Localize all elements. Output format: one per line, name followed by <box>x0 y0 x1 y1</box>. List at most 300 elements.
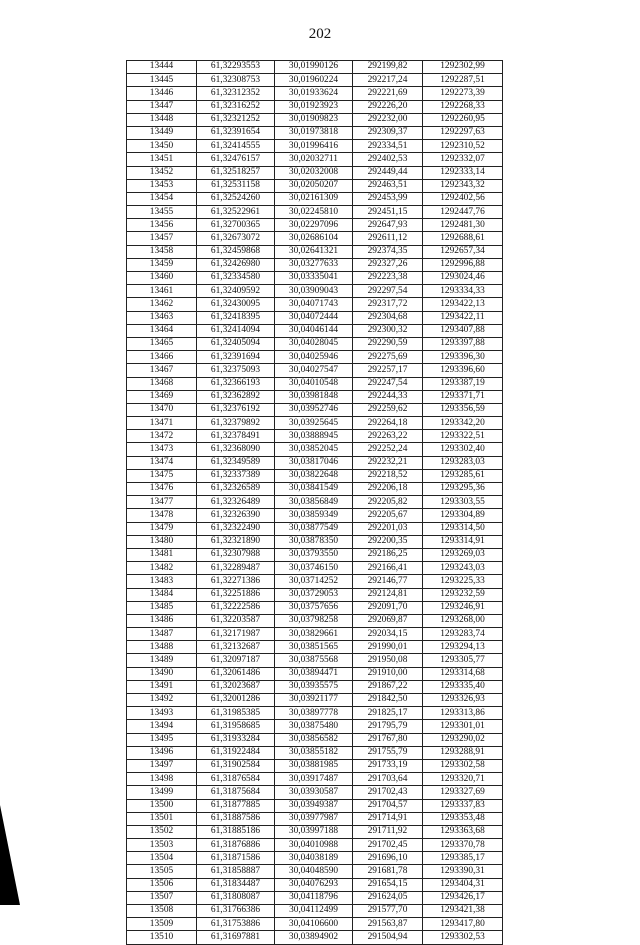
point-number-cell: 13469 <box>127 390 197 403</box>
longitude-cell: 30,04076293 <box>275 878 353 891</box>
x-coordinate-cell: 292232,00 <box>353 113 423 126</box>
latitude-cell: 61,31808087 <box>197 891 275 904</box>
x-coordinate-cell: 292297,54 <box>353 285 423 298</box>
longitude-cell: 30,01990126 <box>275 61 353 74</box>
latitude-cell: 61,32379892 <box>197 417 275 430</box>
x-coordinate-cell: 292449,44 <box>353 166 423 179</box>
latitude-cell: 61,32476157 <box>197 153 275 166</box>
longitude-cell: 30,03981848 <box>275 390 353 403</box>
y-coordinate-cell: 1293327,69 <box>423 786 503 799</box>
longitude-cell: 30,03897778 <box>275 707 353 720</box>
point-number-cell: 13479 <box>127 522 197 535</box>
table-row <box>127 126 503 139</box>
point-number-cell: 13484 <box>127 588 197 601</box>
y-coordinate-cell: 1293290,02 <box>423 733 503 746</box>
longitude-cell: 30,03729053 <box>275 588 353 601</box>
longitude-cell: 30,03746150 <box>275 562 353 575</box>
table-row <box>127 746 503 759</box>
y-coordinate-cell: 1293283,74 <box>423 628 503 641</box>
point-number-cell: 13508 <box>127 905 197 918</box>
table-row <box>127 654 503 667</box>
point-number-cell: 13485 <box>127 601 197 614</box>
y-coordinate-cell: 1293353,48 <box>423 812 503 825</box>
longitude-cell: 30,04071743 <box>275 298 353 311</box>
point-number-cell: 13509 <box>127 918 197 931</box>
x-coordinate-cell: 291654,15 <box>353 878 423 891</box>
x-coordinate-cell: 292124,81 <box>353 588 423 601</box>
table-row <box>127 535 503 548</box>
y-coordinate-cell: 1293326,93 <box>423 694 503 707</box>
x-coordinate-cell: 292244,33 <box>353 390 423 403</box>
point-number-cell: 13466 <box>127 351 197 364</box>
point-number-cell: 13457 <box>127 232 197 245</box>
point-number-cell: 13470 <box>127 403 197 416</box>
table-row <box>127 351 503 364</box>
point-number-cell: 13488 <box>127 641 197 654</box>
longitude-cell: 30,03925645 <box>275 417 353 430</box>
table-row <box>127 588 503 601</box>
y-coordinate-cell: 1293269,03 <box>423 548 503 561</box>
x-coordinate-cell: 291910,00 <box>353 667 423 680</box>
table-row <box>127 258 503 271</box>
table-row <box>127 839 503 852</box>
x-coordinate-cell: 291950,08 <box>353 654 423 667</box>
longitude-cell: 30,03888945 <box>275 430 353 443</box>
point-number-cell: 13452 <box>127 166 197 179</box>
x-coordinate-cell: 291867,22 <box>353 680 423 693</box>
x-coordinate-cell: 291702,45 <box>353 839 423 852</box>
table-row <box>127 733 503 746</box>
table-row <box>127 272 503 285</box>
x-coordinate-cell: 291714,91 <box>353 812 423 825</box>
y-coordinate-cell: 1293246,91 <box>423 601 503 614</box>
longitude-cell: 30,04106600 <box>275 918 353 931</box>
latitude-cell: 61,32362892 <box>197 390 275 403</box>
y-coordinate-cell: 1293303,55 <box>423 496 503 509</box>
point-number-cell: 13496 <box>127 746 197 759</box>
y-coordinate-cell: 1292402,56 <box>423 192 503 205</box>
x-coordinate-cell: 292205,82 <box>353 496 423 509</box>
point-number-cell: 13490 <box>127 667 197 680</box>
y-coordinate-cell: 1292688,61 <box>423 232 503 245</box>
x-coordinate-cell: 292034,15 <box>353 628 423 641</box>
point-number-cell: 13477 <box>127 496 197 509</box>
latitude-cell: 61,32418395 <box>197 311 275 324</box>
y-coordinate-cell: 1293371,71 <box>423 390 503 403</box>
coordinates-table-body <box>127 61 503 945</box>
longitude-cell: 30,04048590 <box>275 865 353 878</box>
x-coordinate-cell: 291702,43 <box>353 786 423 799</box>
longitude-cell: 30,03917487 <box>275 773 353 786</box>
longitude-cell: 30,03335041 <box>275 272 353 285</box>
latitude-cell: 61,32524260 <box>197 192 275 205</box>
y-coordinate-cell: 1293314,50 <box>423 522 503 535</box>
y-coordinate-cell: 1292302,99 <box>423 61 503 74</box>
y-coordinate-cell: 1293232,59 <box>423 588 503 601</box>
x-coordinate-cell: 292275,69 <box>353 351 423 364</box>
latitude-cell: 61,32171987 <box>197 628 275 641</box>
latitude-cell: 61,32522961 <box>197 206 275 219</box>
longitude-cell: 30,03949387 <box>275 799 353 812</box>
x-coordinate-cell: 292304,68 <box>353 311 423 324</box>
y-coordinate-cell: 1293288,91 <box>423 746 503 759</box>
point-number-cell: 13454 <box>127 192 197 205</box>
x-coordinate-cell: 291703,64 <box>353 773 423 786</box>
longitude-cell: 30,01933624 <box>275 87 353 100</box>
point-number-cell: 13498 <box>127 773 197 786</box>
latitude-cell: 61,32368090 <box>197 443 275 456</box>
longitude-cell: 30,03921177 <box>275 694 353 707</box>
latitude-cell: 61,32414555 <box>197 140 275 153</box>
y-coordinate-cell: 1292297,63 <box>423 126 503 139</box>
y-coordinate-cell: 1293396,30 <box>423 351 503 364</box>
table-row <box>127 469 503 482</box>
x-coordinate-cell: 291704,57 <box>353 799 423 812</box>
y-coordinate-cell: 1293334,33 <box>423 285 503 298</box>
latitude-cell: 61,32326589 <box>197 483 275 496</box>
longitude-cell: 30,03855182 <box>275 746 353 759</box>
point-number-cell: 13465 <box>127 337 197 350</box>
y-coordinate-cell: 1292273,39 <box>423 87 503 100</box>
x-coordinate-cell: 292259,62 <box>353 403 423 416</box>
y-coordinate-cell: 1293390,31 <box>423 865 503 878</box>
point-number-cell: 13502 <box>127 825 197 838</box>
x-coordinate-cell: 292218,52 <box>353 469 423 482</box>
x-coordinate-cell: 292200,35 <box>353 535 423 548</box>
longitude-cell: 30,03878350 <box>275 535 353 548</box>
x-coordinate-cell: 292334,51 <box>353 140 423 153</box>
table-row <box>127 522 503 535</box>
longitude-cell: 30,04038189 <box>275 852 353 865</box>
x-coordinate-cell: 292221,69 <box>353 87 423 100</box>
y-coordinate-cell: 1293356,59 <box>423 403 503 416</box>
y-coordinate-cell: 1293302,53 <box>423 931 503 944</box>
x-coordinate-cell: 292232,21 <box>353 456 423 469</box>
longitude-cell: 30,01923923 <box>275 100 353 113</box>
table-row <box>127 918 503 931</box>
latitude-cell: 61,32673072 <box>197 232 275 245</box>
y-coordinate-cell: 1292287,51 <box>423 74 503 87</box>
longitude-cell: 30,03935575 <box>275 680 353 693</box>
longitude-cell: 30,04028045 <box>275 337 353 350</box>
point-number-cell: 13464 <box>127 324 197 337</box>
latitude-cell: 61,32203587 <box>197 614 275 627</box>
latitude-cell: 61,31877885 <box>197 799 275 812</box>
y-coordinate-cell: 1293322,51 <box>423 430 503 443</box>
table-row <box>127 324 503 337</box>
latitude-cell: 61,31887586 <box>197 812 275 825</box>
point-number-cell: 13500 <box>127 799 197 812</box>
x-coordinate-cell: 292226,20 <box>353 100 423 113</box>
point-number-cell: 13471 <box>127 417 197 430</box>
point-number-cell: 13455 <box>127 206 197 219</box>
x-coordinate-cell: 292146,77 <box>353 575 423 588</box>
longitude-cell: 30,04010988 <box>275 839 353 852</box>
x-coordinate-cell: 292327,26 <box>353 258 423 271</box>
latitude-cell: 61,32337389 <box>197 469 275 482</box>
longitude-cell: 30,02050207 <box>275 179 353 192</box>
point-number-cell: 13475 <box>127 469 197 482</box>
table-row <box>127 562 503 575</box>
x-coordinate-cell: 292647,93 <box>353 219 423 232</box>
point-number-cell: 13474 <box>127 456 197 469</box>
point-number-cell: 13494 <box>127 720 197 733</box>
y-coordinate-cell: 1293426,17 <box>423 891 503 904</box>
x-coordinate-cell: 291624,05 <box>353 891 423 904</box>
x-coordinate-cell: 292264,18 <box>353 417 423 430</box>
table-row <box>127 483 503 496</box>
table-row <box>127 931 503 944</box>
x-coordinate-cell: 291504,94 <box>353 931 423 944</box>
longitude-cell: 30,03930587 <box>275 786 353 799</box>
latitude-cell: 61,31766386 <box>197 905 275 918</box>
table-row <box>127 905 503 918</box>
latitude-cell: 61,31876886 <box>197 839 275 852</box>
latitude-cell: 61,32531158 <box>197 179 275 192</box>
x-coordinate-cell: 292217,24 <box>353 74 423 87</box>
longitude-cell: 30,03894471 <box>275 667 353 680</box>
x-coordinate-cell: 292263,22 <box>353 430 423 443</box>
y-coordinate-cell: 1293422,11 <box>423 311 503 324</box>
y-coordinate-cell: 1293283,03 <box>423 456 503 469</box>
latitude-cell: 61,31876584 <box>197 773 275 786</box>
table-row <box>127 87 503 100</box>
y-coordinate-cell: 1293421,38 <box>423 905 503 918</box>
x-coordinate-cell: 292201,03 <box>353 522 423 535</box>
latitude-cell: 61,32700365 <box>197 219 275 232</box>
x-coordinate-cell: 291755,79 <box>353 746 423 759</box>
longitude-cell: 30,04112499 <box>275 905 353 918</box>
y-coordinate-cell: 1292310,52 <box>423 140 503 153</box>
table-row <box>127 799 503 812</box>
point-number-cell: 13486 <box>127 614 197 627</box>
x-coordinate-cell: 292186,25 <box>353 548 423 561</box>
table-row <box>127 641 503 654</box>
table-row <box>127 720 503 733</box>
table-row <box>127 179 503 192</box>
y-coordinate-cell: 1293335,40 <box>423 680 503 693</box>
longitude-cell: 30,03859349 <box>275 509 353 522</box>
point-number-cell: 13461 <box>127 285 197 298</box>
latitude-cell: 61,32001286 <box>197 694 275 707</box>
y-coordinate-cell: 1293225,33 <box>423 575 503 588</box>
y-coordinate-cell: 1293370,78 <box>423 839 503 852</box>
longitude-cell: 30,02032711 <box>275 153 353 166</box>
point-number-cell: 13492 <box>127 694 197 707</box>
table-row <box>127 206 503 219</box>
point-number-cell: 13451 <box>127 153 197 166</box>
point-number-cell: 13510 <box>127 931 197 944</box>
longitude-cell: 30,02245810 <box>275 206 353 219</box>
latitude-cell: 61,32459868 <box>197 245 275 258</box>
y-coordinate-cell: 1292657,34 <box>423 245 503 258</box>
table-row <box>127 192 503 205</box>
table-row <box>127 403 503 416</box>
y-coordinate-cell: 1293422,13 <box>423 298 503 311</box>
latitude-cell: 61,32097187 <box>197 654 275 667</box>
longitude-cell: 30,03851565 <box>275 641 353 654</box>
point-number-cell: 13450 <box>127 140 197 153</box>
longitude-cell: 30,03817046 <box>275 456 353 469</box>
x-coordinate-cell: 292402,53 <box>353 153 423 166</box>
point-number-cell: 13491 <box>127 680 197 693</box>
longitude-cell: 30,04025946 <box>275 351 353 364</box>
longitude-cell: 30,04027547 <box>275 364 353 377</box>
x-coordinate-cell: 292463,51 <box>353 179 423 192</box>
longitude-cell: 30,03757656 <box>275 601 353 614</box>
table-row <box>127 285 503 298</box>
x-coordinate-cell: 292091,70 <box>353 601 423 614</box>
point-number-cell: 13473 <box>127 443 197 456</box>
table-row <box>127 891 503 904</box>
x-coordinate-cell: 291563,87 <box>353 918 423 931</box>
table-row <box>127 812 503 825</box>
y-coordinate-cell: 1293305,77 <box>423 654 503 667</box>
table-row <box>127 245 503 258</box>
y-coordinate-cell: 1292481,30 <box>423 219 503 232</box>
x-coordinate-cell: 292252,24 <box>353 443 423 456</box>
table-row <box>127 100 503 113</box>
point-number-cell: 13453 <box>127 179 197 192</box>
longitude-cell: 30,02297096 <box>275 219 353 232</box>
latitude-cell: 61,32307988 <box>197 548 275 561</box>
table-row <box>127 865 503 878</box>
longitude-cell: 30,03877549 <box>275 522 353 535</box>
y-coordinate-cell: 1293285,61 <box>423 469 503 482</box>
latitude-cell: 61,32430095 <box>197 298 275 311</box>
point-number-cell: 13447 <box>127 100 197 113</box>
table-row <box>127 852 503 865</box>
longitude-cell: 30,03881985 <box>275 759 353 772</box>
x-coordinate-cell: 292309,37 <box>353 126 423 139</box>
latitude-cell: 61,32321252 <box>197 113 275 126</box>
point-number-cell: 13503 <box>127 839 197 852</box>
y-coordinate-cell: 1292332,07 <box>423 153 503 166</box>
table-row <box>127 337 503 350</box>
x-coordinate-cell: 292611,12 <box>353 232 423 245</box>
latitude-cell: 61,32289487 <box>197 562 275 575</box>
table-row <box>127 74 503 87</box>
longitude-cell: 30,03997188 <box>275 825 353 838</box>
table-row <box>127 825 503 838</box>
longitude-cell: 30,03977987 <box>275 812 353 825</box>
y-coordinate-cell: 1292996,88 <box>423 258 503 271</box>
latitude-cell: 61,31753886 <box>197 918 275 931</box>
x-coordinate-cell: 292069,87 <box>353 614 423 627</box>
table-row <box>127 575 503 588</box>
table-row <box>127 311 503 324</box>
latitude-cell: 61,31885186 <box>197 825 275 838</box>
point-number-cell: 13467 <box>127 364 197 377</box>
longitude-cell: 30,03852045 <box>275 443 353 456</box>
longitude-cell: 30,03793550 <box>275 548 353 561</box>
x-coordinate-cell: 292206,18 <box>353 483 423 496</box>
table-row <box>127 614 503 627</box>
x-coordinate-cell: 292205,67 <box>353 509 423 522</box>
point-number-cell: 13493 <box>127 707 197 720</box>
point-number-cell: 13480 <box>127 535 197 548</box>
latitude-cell: 61,32308753 <box>197 74 275 87</box>
longitude-cell: 30,04046144 <box>275 324 353 337</box>
longitude-cell: 30,01973818 <box>275 126 353 139</box>
table-row <box>127 153 503 166</box>
table-row <box>127 456 503 469</box>
table-row <box>127 377 503 390</box>
latitude-cell: 61,32378491 <box>197 430 275 443</box>
longitude-cell: 30,03841549 <box>275 483 353 496</box>
x-coordinate-cell: 291767,80 <box>353 733 423 746</box>
x-coordinate-cell: 292257,17 <box>353 364 423 377</box>
longitude-cell: 30,02686104 <box>275 232 353 245</box>
point-number-cell: 13460 <box>127 272 197 285</box>
latitude-cell: 61,32222586 <box>197 601 275 614</box>
longitude-cell: 30,02032008 <box>275 166 353 179</box>
table-row <box>127 140 503 153</box>
latitude-cell: 61,32326390 <box>197 509 275 522</box>
y-coordinate-cell: 1293243,03 <box>423 562 503 575</box>
latitude-cell: 61,32061486 <box>197 667 275 680</box>
y-coordinate-cell: 1292333,14 <box>423 166 503 179</box>
y-coordinate-cell: 1293363,68 <box>423 825 503 838</box>
y-coordinate-cell: 1293407,88 <box>423 324 503 337</box>
table-row <box>127 628 503 641</box>
table-row <box>127 759 503 772</box>
table-row <box>127 496 503 509</box>
latitude-cell: 61,32023687 <box>197 680 275 693</box>
x-coordinate-cell: 292451,15 <box>353 206 423 219</box>
page-number: 202 <box>308 26 332 42</box>
longitude-cell: 30,03829661 <box>275 628 353 641</box>
x-coordinate-cell: 291825,17 <box>353 707 423 720</box>
latitude-cell: 61,32391694 <box>197 351 275 364</box>
y-coordinate-cell: 1293024,46 <box>423 272 503 285</box>
table-row <box>127 61 503 74</box>
latitude-cell: 61,32251886 <box>197 588 275 601</box>
point-number-cell: 13497 <box>127 759 197 772</box>
point-number-cell: 13444 <box>127 61 197 74</box>
latitude-cell: 61,31834487 <box>197 878 275 891</box>
latitude-cell: 61,32375093 <box>197 364 275 377</box>
point-number-cell: 13478 <box>127 509 197 522</box>
point-number-cell: 13462 <box>127 298 197 311</box>
latitude-cell: 61,31985385 <box>197 707 275 720</box>
x-coordinate-cell: 292199,82 <box>353 61 423 74</box>
longitude-cell: 30,02641321 <box>275 245 353 258</box>
latitude-cell: 61,32518257 <box>197 166 275 179</box>
latitude-cell: 61,31922484 <box>197 746 275 759</box>
table-row <box>127 667 503 680</box>
latitude-cell: 61,32391654 <box>197 126 275 139</box>
y-coordinate-cell: 1293314,91 <box>423 535 503 548</box>
latitude-cell: 61,32271386 <box>197 575 275 588</box>
table-row <box>127 773 503 786</box>
point-number-cell: 13481 <box>127 548 197 561</box>
x-coordinate-cell: 291681,78 <box>353 865 423 878</box>
y-coordinate-cell: 1293342,20 <box>423 417 503 430</box>
latitude-cell: 61,32321890 <box>197 535 275 548</box>
point-number-cell: 13472 <box>127 430 197 443</box>
point-number-cell: 13506 <box>127 878 197 891</box>
y-coordinate-cell: 1293313,86 <box>423 707 503 720</box>
table-row <box>127 364 503 377</box>
point-number-cell: 13505 <box>127 865 197 878</box>
point-number-cell: 13463 <box>127 311 197 324</box>
y-coordinate-cell: 1293397,88 <box>423 337 503 350</box>
y-coordinate-cell: 1293301,01 <box>423 720 503 733</box>
table-row <box>127 390 503 403</box>
y-coordinate-cell: 1293385,17 <box>423 852 503 865</box>
table-row <box>127 694 503 707</box>
